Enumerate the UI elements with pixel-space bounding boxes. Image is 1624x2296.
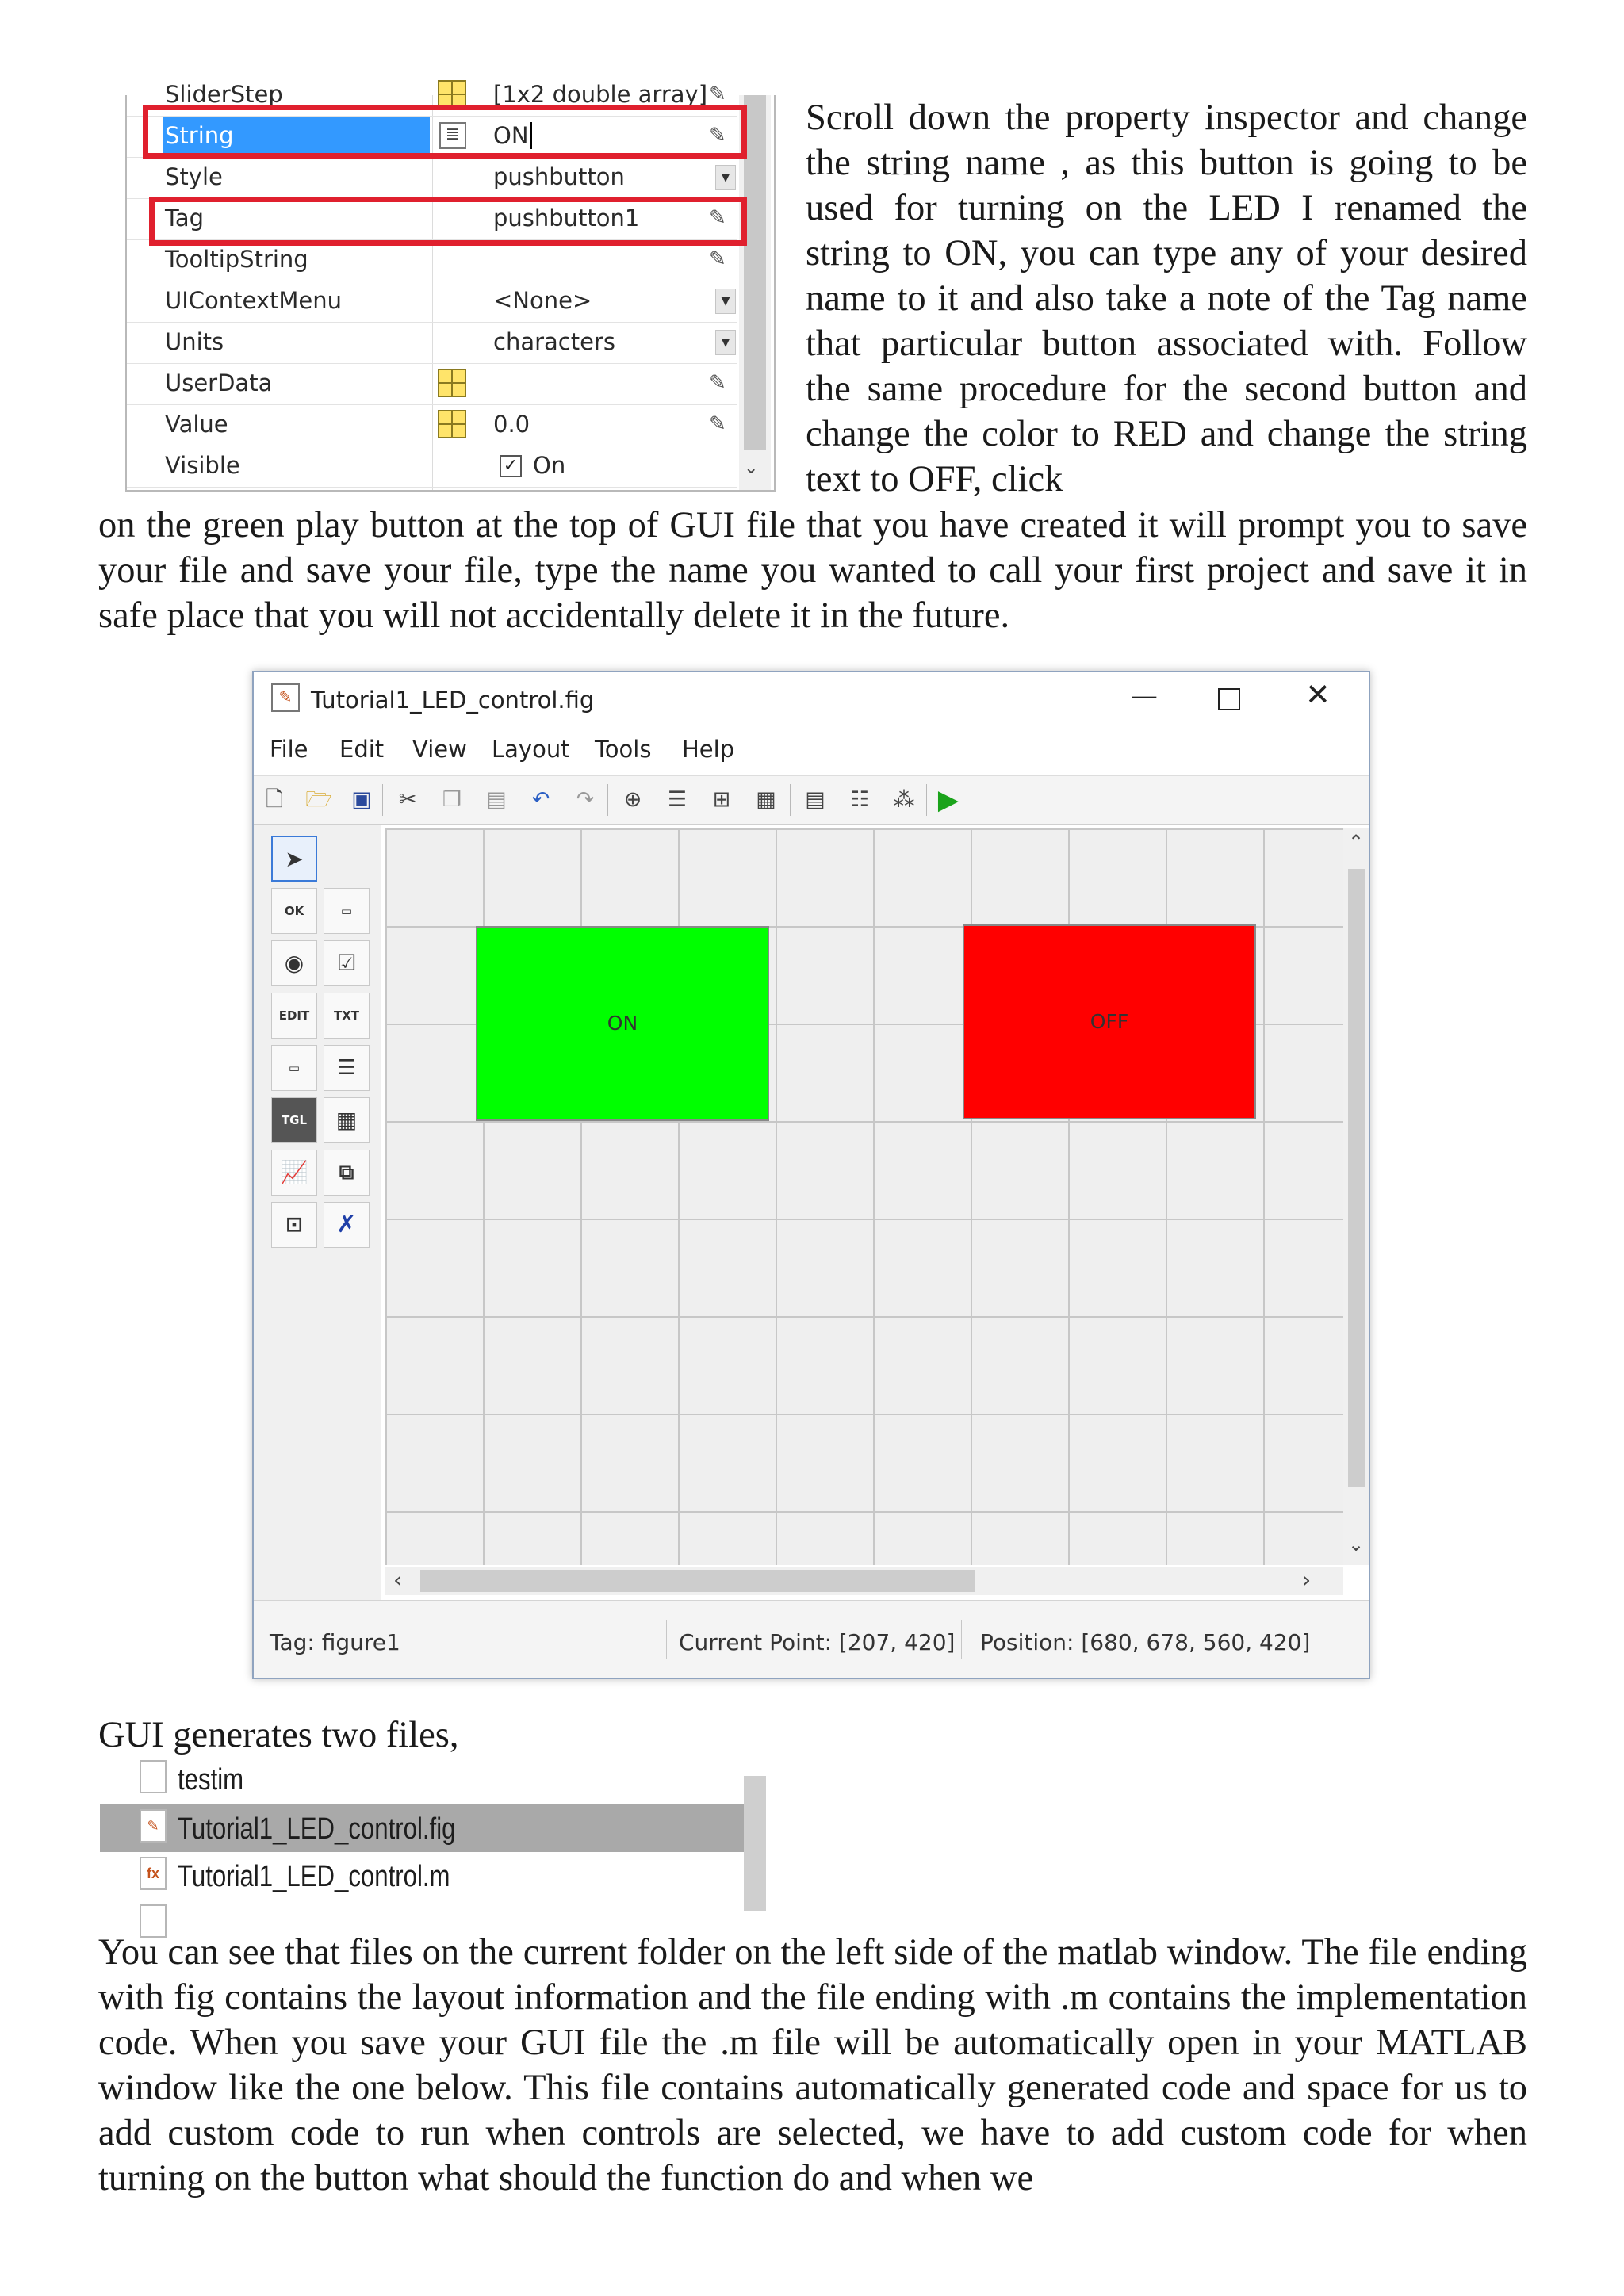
status-current-point: Current Point: [207, 420] bbox=[679, 1629, 956, 1655]
property-name: UserData bbox=[165, 369, 273, 396]
redo-icon[interactable]: ↷ bbox=[576, 787, 595, 812]
pushbutton-tool-icon[interactable] bbox=[271, 888, 317, 934]
toolbar bbox=[254, 775, 1369, 825]
open-folder-icon[interactable]: 🗁 bbox=[305, 787, 332, 812]
horizontal-scrollbar-thumb[interactable] bbox=[420, 1570, 975, 1592]
m-file-icon: fx bbox=[140, 1857, 167, 1890]
property-name: SliderStep bbox=[165, 81, 283, 108]
highlight-box-string bbox=[143, 105, 747, 159]
edit-text-tool-icon[interactable] bbox=[271, 993, 317, 1039]
toolbar-editor-icon[interactable]: ▦ bbox=[756, 787, 776, 812]
menu-help[interactable]: Help bbox=[682, 736, 735, 763]
property-row-userdata[interactable] bbox=[127, 363, 737, 405]
scroll-down-arrow-icon[interactable]: ⌄ bbox=[744, 458, 759, 478]
pencil-icon[interactable]: ✎ bbox=[709, 124, 726, 147]
undo-icon[interactable]: ↶ bbox=[531, 787, 550, 812]
scroll-up-arrow-icon[interactable]: ⌃ bbox=[1348, 831, 1365, 853]
property-name: String bbox=[165, 122, 234, 149]
pencil-icon[interactable]: ✎ bbox=[709, 82, 726, 106]
property-row-style[interactable] bbox=[127, 157, 737, 199]
current-folder-list bbox=[100, 1763, 766, 1911]
copy-icon[interactable]: ❐ bbox=[442, 787, 462, 812]
maximize-icon[interactable] bbox=[1218, 688, 1240, 710]
palette-label: EDIT bbox=[278, 1008, 310, 1023]
paragraph-intro-continued: on the green play button at the top of GUI file that you have created it will prompt you to save your file and save your file, type the name you wanted to call your first project and save it in safe place that you will not accidentally delete it in the future. bbox=[98, 505, 1527, 636]
property-name: Units bbox=[165, 328, 224, 355]
on-pushbutton[interactable] bbox=[476, 926, 769, 1121]
dropdown-arrow-icon[interactable]: ▼ bbox=[715, 330, 736, 355]
property-value: characters bbox=[493, 328, 615, 355]
property-name: UIContextMenu bbox=[165, 287, 343, 314]
pencil-icon[interactable]: ✎ bbox=[709, 412, 726, 436]
button-group-tool-icon[interactable]: ⊡ bbox=[271, 1202, 317, 1248]
menu-edit[interactable]: Edit bbox=[339, 736, 385, 763]
property-row-units[interactable] bbox=[127, 322, 737, 364]
status-separator bbox=[961, 1620, 962, 1659]
editor-icon[interactable]: ▤ bbox=[805, 787, 825, 812]
save-icon[interactable]: ▣ bbox=[351, 787, 372, 812]
align-objects-icon[interactable]: ⊕ bbox=[623, 787, 642, 812]
property-row-value[interactable] bbox=[127, 404, 737, 446]
layout-canvas[interactable] bbox=[385, 828, 1343, 1565]
toolbar-separator bbox=[790, 784, 791, 816]
property-value: <None> bbox=[493, 287, 592, 314]
off-button-label: OFF bbox=[1090, 1010, 1129, 1033]
menu-view[interactable]: View bbox=[412, 736, 467, 763]
new-file-icon[interactable]: 🗋 bbox=[266, 787, 283, 812]
scroll-down-arrow-icon[interactable]: ⌄ bbox=[1348, 1533, 1365, 1556]
minimize-icon[interactable]: — bbox=[1131, 680, 1158, 712]
cut-icon[interactable]: ✂ bbox=[398, 787, 417, 812]
table-tool-icon[interactable]: ▦ bbox=[324, 1097, 370, 1143]
axes-tool-icon[interactable]: 📈 bbox=[271, 1150, 317, 1196]
guide-window bbox=[252, 671, 1370, 1679]
inspector-scrollbar-thumb[interactable] bbox=[744, 95, 766, 450]
window-titlebar bbox=[254, 672, 1369, 728]
property-value: On bbox=[533, 452, 566, 479]
window-title: Tutorial1_LED_control.fig bbox=[311, 687, 595, 714]
property-row-visible[interactable] bbox=[127, 446, 737, 488]
status-position: Position: [680, 678, 560, 420] bbox=[980, 1629, 1311, 1655]
file-icon bbox=[140, 1760, 167, 1793]
status-bar bbox=[254, 1600, 1369, 1678]
paragraph-intro-right: Scroll down the property inspector and change the string name , as this button is going to be used for turning on the LED I renamed the string to ON, you can type any of your desired name to it and also take a note of the Tag name that particular button associated with. Follow the same procedure for the second button and change the color to RED and change the string text to OFF, click bbox=[806, 98, 1527, 499]
menu-layout[interactable]: Layout bbox=[492, 736, 570, 763]
property-value: pushbutton1 bbox=[493, 205, 640, 232]
property-name: Visible bbox=[165, 452, 240, 479]
palette-label: TXT bbox=[333, 1008, 360, 1023]
property-value: [1x2 double array] bbox=[493, 81, 708, 108]
slider-tool-icon[interactable]: ▭ bbox=[324, 888, 370, 934]
file-item-fig[interactable] bbox=[100, 1804, 744, 1852]
panel-tool-icon[interactable]: ⧉ bbox=[324, 1150, 370, 1196]
palette-label: TGL bbox=[281, 1113, 308, 1127]
status-tag: Tag: figure1 bbox=[270, 1629, 400, 1655]
select-arrow-icon[interactable]: ➤ bbox=[271, 836, 317, 882]
menu-bar bbox=[254, 728, 1369, 774]
array-editor-icon[interactable] bbox=[438, 369, 466, 397]
pencil-icon[interactable]: ✎ bbox=[709, 371, 726, 395]
file-name: Tutorial1_LED_control.m bbox=[178, 1860, 450, 1893]
vertical-scrollbar-thumb[interactable] bbox=[1348, 869, 1365, 1487]
property-row-uicontextmenu[interactable] bbox=[127, 281, 737, 323]
component-palette bbox=[254, 825, 381, 1609]
toggle-button-tool-icon[interactable] bbox=[271, 1097, 317, 1143]
scroll-left-arrow-icon[interactable]: ‹ bbox=[393, 1567, 403, 1593]
pencil-icon[interactable]: ✎ bbox=[709, 247, 726, 271]
toolbar-separator bbox=[382, 784, 383, 816]
tab-order-editor-icon[interactable]: ⊞ bbox=[712, 787, 731, 812]
file-list-scrollbar[interactable] bbox=[744, 1776, 766, 1911]
palette-label: OK bbox=[284, 904, 304, 918]
menu-file[interactable]: File bbox=[270, 736, 308, 763]
property-inspector-icon[interactable]: ☷ bbox=[849, 787, 870, 812]
property-value: pushbutton bbox=[493, 163, 625, 190]
paragraph-current-folder: You can see that files on the current folder on the left side of the matlab window. The file ending with fig contains the layout information and the file ending with .m contains the implementation code. When you save your GUI file the .m file will be automatically open in your MATLAB window like the one below. This file contains automatically generated code and space for us to add custom code to run when controls are selected, we have to add custom code for when turning on the button what should the function do and when we bbox=[98, 1932, 1527, 2198]
activex-tool-icon[interactable]: ✗ bbox=[324, 1202, 370, 1248]
object-browser-icon[interactable]: ⁂ bbox=[893, 787, 915, 812]
dropdown-arrow-icon[interactable]: ▼ bbox=[715, 165, 736, 190]
run-play-icon[interactable]: ▶ bbox=[937, 784, 959, 816]
toolbar-separator bbox=[607, 784, 608, 816]
file-item-testim[interactable] bbox=[100, 1755, 744, 1803]
menu-tools[interactable]: Tools bbox=[595, 736, 652, 763]
paste-icon[interactable]: ▤ bbox=[486, 787, 507, 812]
property-value-input[interactable]: ON bbox=[493, 122, 529, 149]
toolbar-separator bbox=[926, 784, 927, 816]
file-name: testim bbox=[178, 1763, 244, 1797]
figure-file-icon: ✎ bbox=[271, 683, 300, 712]
property-value: 0.0 bbox=[493, 411, 530, 438]
paragraph-gui-files: GUI generates two files, bbox=[98, 1715, 459, 1755]
text-editor-icon[interactable]: ≣ bbox=[439, 122, 466, 149]
dropdown-arrow-icon[interactable]: ▼ bbox=[715, 289, 736, 314]
property-name: Value bbox=[165, 411, 228, 438]
status-separator bbox=[666, 1620, 667, 1659]
listbox-tool-icon[interactable]: ☰ bbox=[324, 1045, 370, 1091]
on-button-label: ON bbox=[607, 1012, 638, 1035]
array-editor-icon[interactable] bbox=[438, 410, 466, 438]
fig-file-icon: ✎ bbox=[140, 1809, 167, 1843]
scroll-right-arrow-icon[interactable]: › bbox=[1302, 1567, 1312, 1593]
menu-editor-icon[interactable]: ☰ bbox=[667, 787, 688, 812]
popup-menu-tool-icon[interactable]: ▭ bbox=[271, 1045, 317, 1091]
highlight-box-tag bbox=[149, 197, 747, 246]
file-item-m[interactable] bbox=[100, 1852, 744, 1900]
close-icon[interactable]: ✕ bbox=[1305, 677, 1331, 712]
radiobutton-tool-icon[interactable]: ◉ bbox=[271, 940, 317, 986]
property-name: Style bbox=[165, 163, 223, 190]
checkbox-tool-icon[interactable]: ☑ bbox=[324, 940, 370, 986]
static-text-tool-icon[interactable] bbox=[324, 993, 370, 1039]
file-name: Tutorial1_LED_control.fig bbox=[178, 1812, 456, 1846]
visible-checkbox[interactable]: ✓ bbox=[500, 455, 522, 477]
property-name: TooltipString bbox=[165, 246, 308, 273]
property-name: Tag bbox=[165, 205, 205, 232]
off-pushbutton[interactable] bbox=[963, 924, 1256, 1119]
pencil-icon[interactable]: ✎ bbox=[709, 206, 726, 230]
